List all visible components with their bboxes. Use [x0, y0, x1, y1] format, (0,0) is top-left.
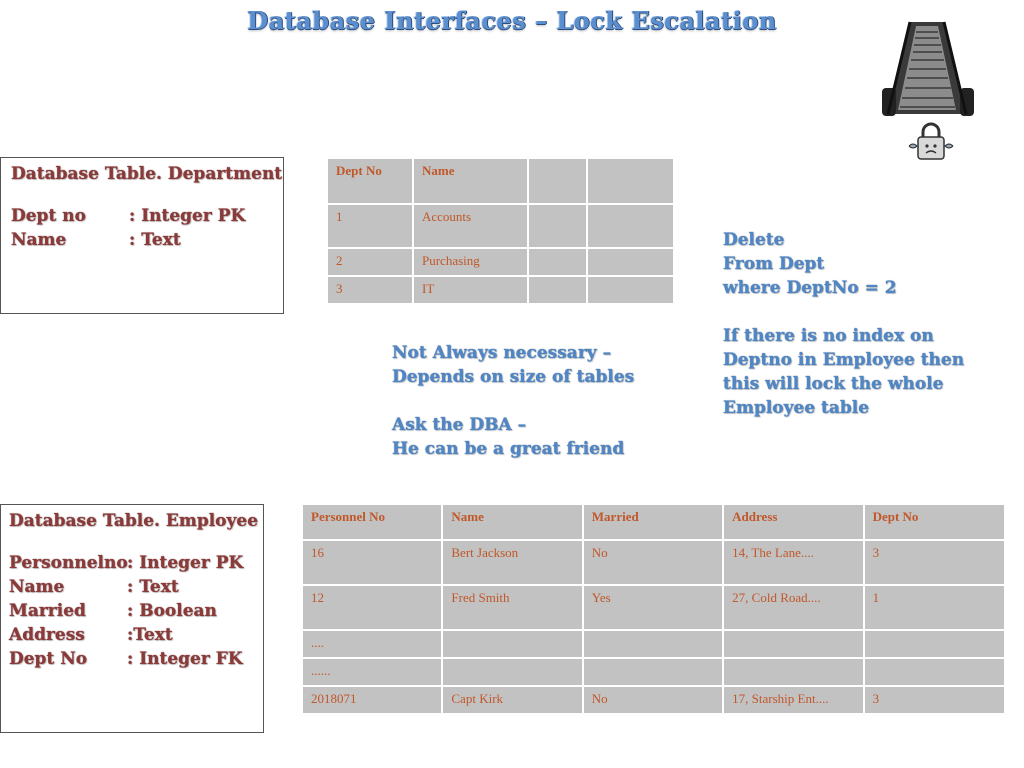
- table-cell: 2: [328, 249, 412, 275]
- column-header: Personnel No: [303, 505, 441, 539]
- page-title: Database Interfaces – Lock Escalation: [247, 6, 777, 35]
- department-schema-heading: Database Table. Department: [11, 164, 283, 184]
- delete-note: Delete From Dept where DeptNo = 2 If there is no index on Deptno in Employee then this will lock the whole Employee table: [723, 230, 965, 418]
- table-header-row: [328, 159, 673, 203]
- table-cell: ....: [303, 631, 441, 657]
- table-cell: Accounts: [414, 205, 527, 247]
- schema-field: Name : Text: [9, 577, 179, 597]
- table-cell: [724, 659, 862, 685]
- table-cell: [443, 659, 581, 685]
- table-cell: 1: [865, 586, 1004, 629]
- table-cell: 3: [328, 277, 412, 303]
- schema-field: Married : Boolean: [9, 601, 217, 621]
- table-cell: No: [584, 687, 722, 713]
- table-cell: 1: [328, 205, 412, 247]
- table-cell: [588, 277, 673, 303]
- table-cell: [529, 205, 586, 247]
- table-cell: [584, 631, 722, 657]
- table-cell: 17, Starship Ent....: [724, 687, 862, 713]
- table-row: [303, 631, 1004, 657]
- table-cell: 14, The Lane....: [724, 541, 862, 584]
- column-header: Address: [724, 505, 862, 539]
- table-cell: IT: [414, 277, 527, 303]
- table-row: [303, 541, 1004, 584]
- table-cell: 3: [865, 541, 1004, 584]
- column-header: Name: [414, 159, 527, 203]
- table-cell: 16: [303, 541, 441, 584]
- department-table: [326, 157, 675, 305]
- table-row: [303, 586, 1004, 629]
- schema-field: Dept No : Integer FK: [9, 649, 243, 669]
- escalator-icon: [880, 18, 976, 118]
- department-schema-box: [0, 157, 284, 314]
- table-cell: 2018071: [303, 687, 441, 713]
- column-header: Name: [443, 505, 581, 539]
- table-cell: [529, 277, 586, 303]
- table-cell: 3: [865, 687, 1004, 713]
- employee-schema-heading: Database Table. Employee: [9, 511, 259, 531]
- column-header: Dept No: [328, 159, 412, 203]
- table-row: [328, 249, 673, 275]
- column-header: Married: [584, 505, 722, 539]
- column-header: [529, 159, 586, 203]
- column-header: [588, 159, 673, 203]
- schema-field: Dept no : Integer PK: [11, 206, 246, 226]
- employee-table: [301, 503, 1006, 715]
- table-cell: 12: [303, 586, 441, 629]
- table-cell: [584, 659, 722, 685]
- schema-field: Name : Text: [11, 230, 181, 250]
- table-row: [303, 659, 1004, 685]
- table-cell: ......: [303, 659, 441, 685]
- table-row: [328, 277, 673, 303]
- table-cell: Yes: [584, 586, 722, 629]
- table-cell: Fred Smith: [443, 586, 581, 629]
- table-row: [303, 687, 1004, 713]
- table-cell: [588, 249, 673, 275]
- table-cell: [724, 631, 862, 657]
- table-cell: Capt Kirk: [443, 687, 581, 713]
- padlock-icon: [905, 122, 957, 162]
- table-cell: [865, 659, 1004, 685]
- table-cell: 27, Cold Road....: [724, 586, 862, 629]
- advice-note: Not Always necessary – Depends on size of tables Ask the DBA – He can be a great friend: [392, 343, 635, 459]
- table-header-row: [303, 505, 1004, 539]
- table-cell: No: [584, 541, 722, 584]
- table-cell: [865, 631, 1004, 657]
- table-cell: Purchasing: [414, 249, 527, 275]
- schema-field: Personnelno : Integer PK: [9, 553, 244, 573]
- schema-field: Address :Text: [9, 625, 173, 645]
- column-header: Dept No: [865, 505, 1004, 539]
- table-cell: [588, 205, 673, 247]
- table-cell: Bert Jackson: [443, 541, 581, 584]
- table-row: [328, 205, 673, 247]
- table-cell: [443, 631, 581, 657]
- table-cell: [529, 249, 586, 275]
- employee-schema-box: [0, 504, 264, 733]
